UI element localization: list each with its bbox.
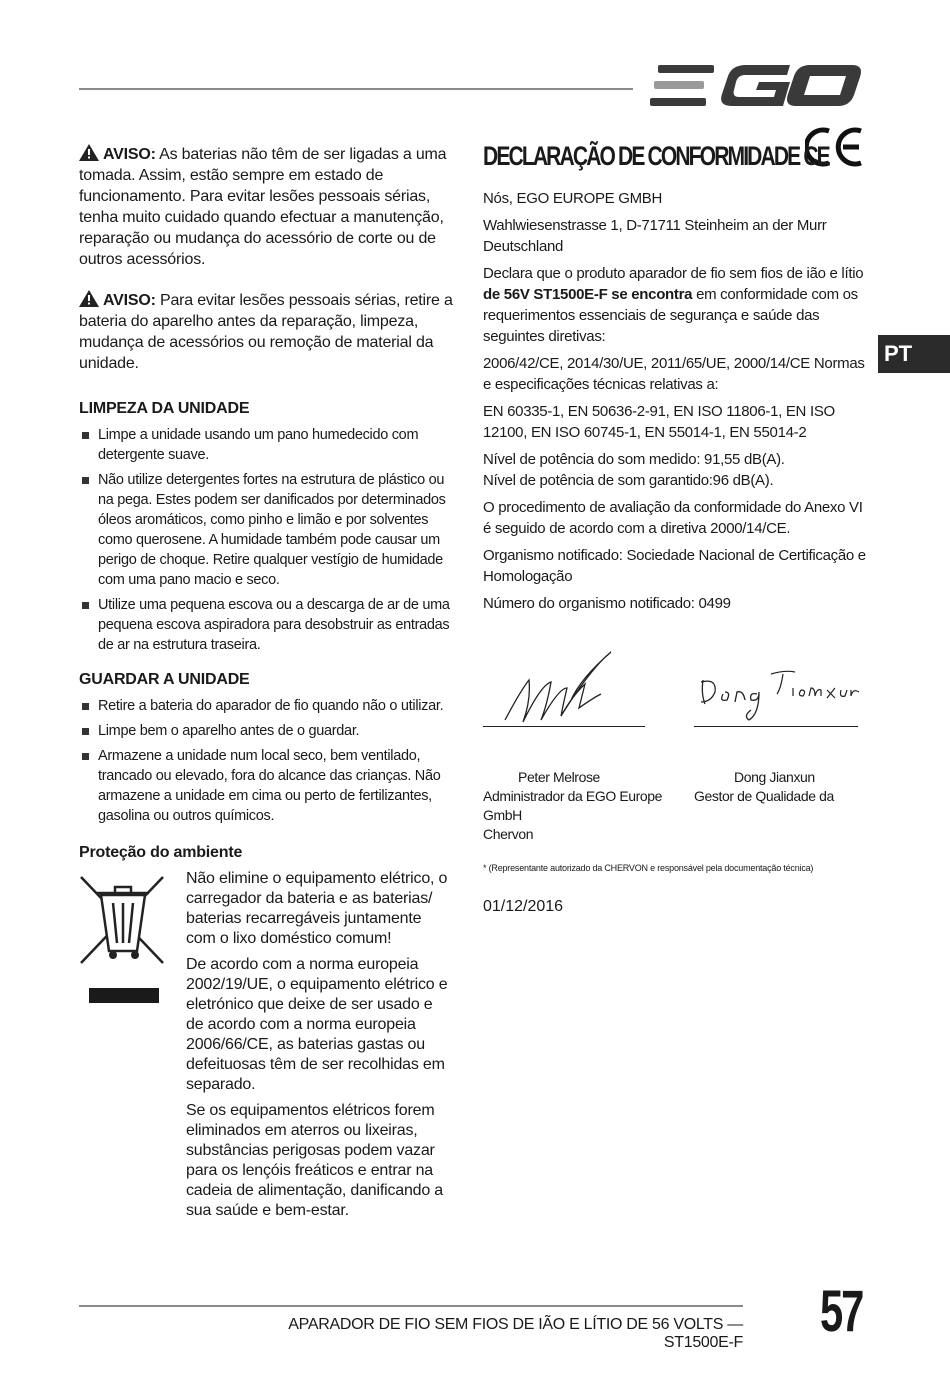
environment-section xyxy=(79,869,454,1221)
signature-dong xyxy=(693,664,861,726)
declaration-statement xyxy=(483,263,868,347)
list-item: Limpe bem o aparelho antes de o guardar. xyxy=(79,721,454,741)
warning-label: AVISO: xyxy=(103,146,156,163)
list-item: Limpe a unidade usando um pano humedecido com detergente suave. xyxy=(79,425,454,465)
declaration-title: DECLARAÇÃO DE CONFORMIDADE CE xyxy=(483,141,829,171)
sound-measured: Nível de potência do som medido: 91,55 dB(A). xyxy=(483,451,785,468)
declaration-date: 01/12/2016 xyxy=(483,898,564,915)
warning-icon xyxy=(79,290,99,307)
page-number: 57 xyxy=(820,1279,863,1344)
footnote: * (Representante autorizado da CHERVON e responsável pela documentação técnica) xyxy=(483,863,814,873)
warning-text: As baterias não têm de ser ligadas a uma tomada. Assim, estão sempre em estado de funcionamento. Para evitar lesões pessoais sérias, tenha muito cuidado quando efectuar a manutenção, reparação ou mudança do acessório de corte ou de outros acessórios. xyxy=(79,146,447,268)
footer-title: APARADOR DE FIO SEM FIOS DE IÃO E LÍTIO DE 56 VOLTS — ST1500E-F xyxy=(288,1316,743,1351)
declaration-directives: 2006/42/CE, 2014/30/UE, 2011/65/UE, 2000/14/CE Normas e especificações técnicas relativas a: xyxy=(483,355,865,393)
environment-text xyxy=(186,869,454,1221)
signatory-role: Administrador da EGO Europe GmbH xyxy=(483,788,663,823)
storage-heading: GUARDAR A UNIDADE xyxy=(79,671,250,688)
language-tab: PT xyxy=(878,335,950,373)
declaration-company: Nós, EGO EUROPE GMBH xyxy=(483,190,663,207)
declaration-address: Wahlwiesenstrasse 1, D-71711 Steinheim an der Murr Deutschland xyxy=(483,217,827,255)
signatory-name: Dong Jianxun xyxy=(734,769,815,785)
right-column xyxy=(483,140,868,917)
signatory xyxy=(694,768,834,844)
signatory xyxy=(483,768,694,844)
product-model: de 56V ST1500E-F se encontra xyxy=(483,286,693,303)
declaration-notified-number: Número do organismo notificado: 0499 xyxy=(483,595,731,612)
environment-paragraph: Não elimine o equipamento elétrico, o carregador da bateria e as baterias/ baterias recarregáveis juntamente com o lixo doméstico comum! xyxy=(186,870,448,947)
left-column xyxy=(79,144,454,1227)
signature-area xyxy=(483,650,868,768)
warning-2 xyxy=(79,290,454,374)
footer-rule xyxy=(79,1305,743,1307)
list-item: Não utilize detergentes fortes na estrutura de plástico ou na pega. Estes podem ser danificados por determinados óleos aromáticos, como pinho e limão e por solventes como querosene. A humidade também pode causar um perigo de choque. Retire qualquer vestígio de humidade com uma pano macio e seco. xyxy=(79,470,454,590)
sound-levels xyxy=(483,449,868,491)
warning-text: Para evitar lesões pessoais sérias, retire a bateria do aparelho antes da reparação, limpeza, mudança de acessórios ou remoção de material da unidade. xyxy=(79,292,453,372)
warning-1 xyxy=(79,144,454,270)
environment-paragraph: Se os equipamentos elétricos forem eliminados em aterros ou lixeiras, substâncias perigosas podem vazar para os lençóis freáticos e entrar na cadeia de alimentação, danificando a sua saúde e bem-estar. xyxy=(186,1102,443,1219)
signatory-name: Peter Melrose xyxy=(518,769,600,785)
signatory-org: Chervon xyxy=(483,826,534,842)
environment-paragraph: De acordo com a norma europeia 2002/19/UE, o equipamento elétrico e eletrónico que deixe de ser usado e de acordo com a norma europeia 2006/66/CE, as baterias gastas ou defeituosas têm de ser recolhidas em separado. xyxy=(186,956,448,1093)
signature-line xyxy=(483,726,645,727)
signatories xyxy=(483,768,868,844)
warning-label: AVISO: xyxy=(103,292,156,309)
cleaning-list xyxy=(79,425,454,655)
header-rule xyxy=(79,88,633,90)
environment-heading: Proteção do ambiente xyxy=(79,844,243,861)
signature-line xyxy=(694,726,858,727)
crossed-bin-icon xyxy=(79,873,165,1005)
warning-icon xyxy=(79,144,99,161)
declaration-procedure: O procedimento de avaliação da conformidade do Anexo VI é seguido de acordo com a diretiva 2000/14/CE. xyxy=(483,499,863,537)
list-item: Retire a bateria do aparador de fio quando não o utilizar. xyxy=(79,696,454,716)
ego-logo xyxy=(650,62,862,112)
declaration-standards: EN 60335-1, EN 50636-2-91, EN ISO 11806-1, EN ISO 12100, EN ISO 60745-1, EN 55014-1, EN 55014-2 xyxy=(483,403,835,441)
storage-list xyxy=(79,696,454,826)
statement-part: Declara que o produto aparador de fio sem fios de ião e lítio xyxy=(483,265,864,282)
sound-guaranteed: Nível de potência de som garantido:96 dB(A). xyxy=(483,472,774,489)
signature-melrose xyxy=(501,650,641,726)
statement-part: em conformidade com os requerimentos essenciais de segurança e saúde das seguintes diretivas: xyxy=(483,286,858,345)
declaration-notified-body: Organismo notificado: Sociedade Nacional de Certificação e Homologação xyxy=(483,547,866,585)
list-item: Utilize uma pequena escova ou a descarga de ar de uma pequena escova aspiradora para desobstruir as entradas de ar na estrutura traseira. xyxy=(79,595,454,655)
signatory-role: Gestor de Qualidade da xyxy=(694,788,834,804)
cleaning-heading: LIMPEZA DA UNIDADE xyxy=(79,400,250,417)
list-item: Armazene a unidade num local seco, bem ventilado, trancado ou elevado, fora do alcance das crianças. Não armazene a unidade em cima ou perto de fertilizantes, gasolina ou outros químicos. xyxy=(79,746,454,826)
